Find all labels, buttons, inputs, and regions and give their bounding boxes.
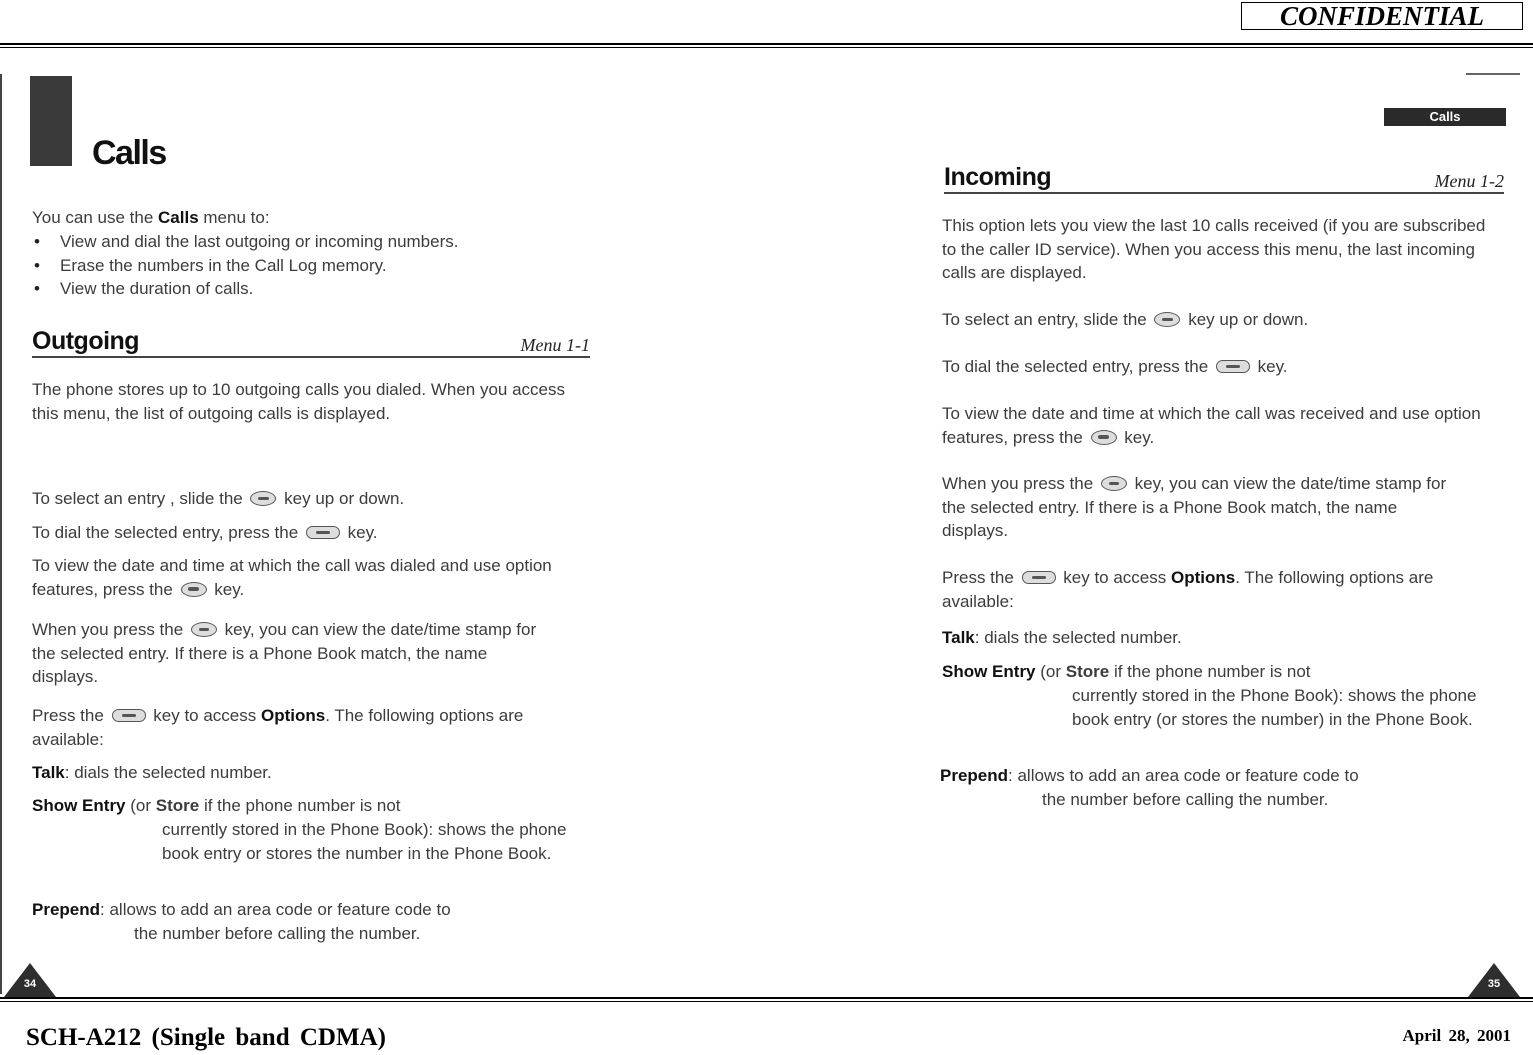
text-part: . The following options are available: [942, 568, 1434, 611]
section-menu-number: Menu 1-2 [1434, 171, 1504, 191]
press-key-text [32, 618, 552, 689]
ok-key-icon [1091, 430, 1117, 445]
store-label: Store [1065, 662, 1110, 681]
outgoing-description: The phone stores up to 10 outgoing calls you dialed. When you access this menu, the list of outgoing calls is displayed. [32, 380, 566, 423]
list-item: • View and dial the last outgoing or incoming numbers. [32, 230, 597, 254]
footer-rule-thick [0, 997, 1533, 999]
chapter-title: Calls [92, 134, 166, 172]
store-label: Store [155, 796, 200, 815]
send-key-icon [1216, 360, 1250, 373]
section-title: Incoming [944, 163, 1052, 191]
text-part: Press the [32, 706, 109, 725]
dial-entry-text [32, 521, 592, 545]
ok-key-icon [181, 582, 207, 597]
footer-rule-thin [0, 1001, 1533, 1002]
page-number: 35 [1487, 978, 1501, 990]
option-term: Talk [32, 763, 65, 782]
option-talk [942, 626, 1502, 650]
section-title: Outgoing [32, 327, 140, 355]
intro-lead [32, 206, 592, 230]
text-part: key, you can view the date/time stamp for the selected entry. If there is a Phone Book match, the name displays. [32, 620, 537, 686]
option-show-entry [942, 660, 1502, 684]
option-description: : allows to add an area code or feature code to [1008, 766, 1359, 785]
text-part: To dial the selected entry, press the [942, 357, 1213, 376]
option-term: Talk [942, 628, 975, 647]
options-label: Options [1170, 568, 1236, 587]
ok-key-icon [250, 491, 276, 506]
text-part: if the phone number is not [1109, 662, 1311, 681]
manual-page-right [920, 62, 1520, 997]
chapter-tab: Calls [1384, 108, 1506, 126]
page-number-badge [1468, 963, 1520, 997]
text-part: When you press the [32, 620, 188, 639]
footer-date: April 28, 2001 [1402, 1026, 1511, 1045]
text-part: key. [209, 579, 245, 599]
header-rule-thin [0, 47, 1533, 48]
text-part: key. [342, 523, 378, 542]
list-item: • Erase the numbers in the Call Log memory. [32, 254, 597, 278]
option-show-entry-desc: currently stored in the Phone Book): shows the phone book entry (or stores the number) in the Phone Book. [1072, 686, 1477, 729]
ok-key-icon [191, 622, 217, 637]
chapter-marker-bar [30, 76, 72, 166]
option-prepend-desc: the number before calling the number. [134, 924, 421, 943]
text-part: (or [125, 796, 156, 815]
option-prepend [32, 898, 592, 922]
text-part: key to access [1058, 568, 1171, 587]
option-term: Prepend [32, 900, 101, 919]
page-number-badge [4, 963, 56, 997]
select-entry-text [32, 487, 592, 511]
intro-lead-bold: Calls [158, 208, 199, 227]
manual-page-left [0, 62, 605, 997]
text-part: To view the date and time at which the call was received and use option features, press the [942, 404, 1481, 447]
text-part: key up or down. [279, 489, 405, 508]
page-number: 34 [23, 978, 37, 990]
text-part: To select an entry , slide the [32, 489, 248, 508]
section-header-incoming [944, 154, 1504, 194]
option-show-entry-desc: currently stored in the Phone Book): shows the phone book entry or stores the number in the Phone Book. [162, 820, 567, 863]
list-item: • View the duration of calls. [32, 277, 597, 301]
options-access-text [942, 566, 1487, 613]
text-part: To select an entry, slide the [942, 310, 1152, 329]
intro-lead-pre: You can use the [32, 208, 159, 227]
ok-key-icon [1101, 476, 1127, 491]
text-part: When you press the [942, 474, 1098, 493]
footer-model: SCH-A212 (Single band CDMA) [26, 1024, 386, 1051]
page-top-rule [1466, 73, 1520, 75]
section-menu-number: Menu 1-1 [520, 335, 590, 355]
dial-entry-text [942, 355, 1502, 379]
header-rule-thick [0, 43, 1533, 45]
text-part: key, you can view the date/time stamp for the selected entry. If there is a Phone Book match, the name displays. [942, 474, 1447, 540]
option-description: : dials the selected number. [64, 763, 272, 782]
text-part: key to access [148, 706, 261, 725]
option-description: : dials the selected number. [974, 628, 1182, 647]
option-talk [32, 761, 592, 785]
intro-lead-post: menu to: [198, 208, 270, 227]
view-date-text [942, 402, 1482, 449]
send-key-icon [112, 709, 146, 722]
option-show-entry [32, 794, 592, 818]
options-access-text [32, 704, 572, 751]
text-part: key. [1119, 427, 1155, 447]
text-part: if the phone number is not [199, 796, 401, 815]
page-edge [0, 74, 2, 994]
option-term: Show Entry [942, 662, 1036, 681]
option-prepend-desc: the number before calling the number. [1042, 790, 1329, 809]
text-part: (or [1035, 662, 1066, 681]
text-part: To dial the selected entry, press the [32, 523, 303, 542]
intro-bullet-list [32, 230, 597, 301]
option-prepend [940, 764, 1505, 788]
text-part: To view the date and time at which the call was dialed and use option features, press the [32, 556, 552, 599]
option-description: : allows to add an area code or feature code to [100, 900, 451, 919]
text-part: key. [1252, 357, 1288, 376]
text-part: . The following options are available: [32, 706, 524, 749]
press-key-text [942, 472, 1462, 543]
text-part: key up or down. [1183, 310, 1309, 329]
incoming-description: This option lets you view the last 10 calls received (if you are subscribed to the caller ID service). When you access this menu, the last incoming calls are displayed. [942, 216, 1486, 282]
confidential-label: CONFIDENTIAL [1241, 2, 1523, 30]
option-term: Prepend [940, 766, 1009, 785]
send-key-icon [1022, 571, 1056, 584]
section-header-outgoing [32, 320, 590, 358]
select-entry-text [942, 308, 1502, 332]
ok-key-icon [1154, 312, 1180, 327]
option-term: Show Entry [32, 796, 126, 815]
text-part: Press the [942, 568, 1019, 587]
options-label: Options [260, 706, 326, 725]
send-key-icon [306, 526, 340, 539]
view-date-text [32, 554, 587, 601]
